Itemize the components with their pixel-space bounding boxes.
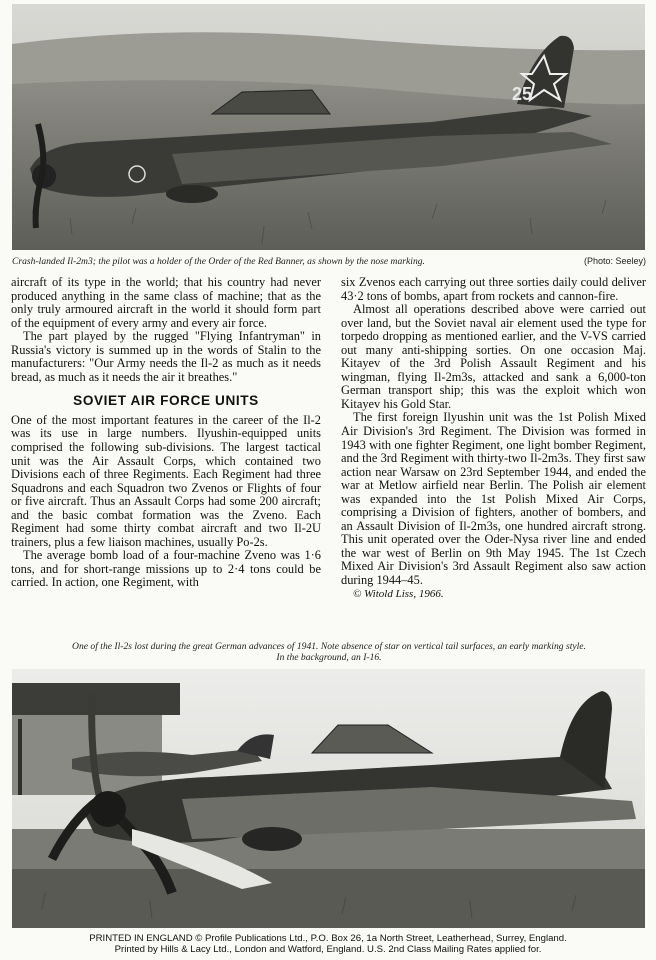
top-photo-caption: Crash-landed Il-2m3; the pilot was a holder of the Order of the Red Banner, as shown by the nose marking. (12, 256, 425, 267)
left-column (11, 276, 321, 590)
left-para-4: The average bomb load of a four-machine Zveno was 1·6 tons, and for short-range missions up to 2·4 tons could be carried. In action, one Regiment, with (11, 548, 321, 590)
section-heading: SOVIET AIR FORCE UNITS (73, 393, 259, 409)
right-para-1: six Zvenos each carrying out three sorties daily could deliver 43·2 tons of bombs, apart from rockets and cannon-fire. (341, 275, 646, 303)
bottom-photo (12, 669, 645, 928)
top-photo-credit: (Photo: Seeley) (583, 256, 646, 266)
right-para-3: The first foreign Ilyushin unit was the 1st Polish Mixed Air Division's 3rd Regiment. The Division was formed in 1943 with one fighter Regiment, one light bomber Regiment, and the 3rd Regiment with thirty-two Il-2m3s. They first saw action near Warsaw on 23rd September 1944, and ended the war at Metlow airfield near Berlin. The Polish air element was expanded into the 1st Polish Mixed Air Corps, comprising a Division of fighters, another of bombers, and an Assault Division of Il-2m3s, one hundred aircraft strong. This unit operated over the Oder-Nysa river line and ended the war west of Berlin on 9th May 1945. The 1st Czech Mixed Air Division's 3rd Assault Regiment also saw action during 1944–45. (341, 410, 646, 588)
footer-line-2: Printed by Hills & Lacy Ltd., London and Watford, England. U.S. 2nd Class Mailing Rates applied for. (114, 944, 542, 956)
right-column (341, 276, 646, 601)
top-photo (12, 4, 645, 250)
bottom-photo-caption: One of the Il-2s lost during the great German advances of 1941. Note absence of star on vertical tail surfaces, an early marking style. In the background, an I-16. (72, 641, 586, 663)
left-para-3: One of the most important features in the career of the Il-2 was its use in large numbers. Ilyushin-equipped units comprised the following sub-divisions. The largest tactical unit was the Air Assault Corps, which contained two Divisions each of three Regiments. Each Regiment had three Squadrons and each Squadron two Zvenos or Flights of four or five aircraft. Thus an Assault Corps had some 200 aircraft; and the basic combat formation was the Zveno. Each Regiment had some thirty combat aircraft and two Il-2U trainers, plus a few liaison machines, usually Po-2s. (11, 412, 321, 549)
right-para-2: Almost all operations described above were carried out over land, but the Soviet naval air element used the type for torpedo dropping as mentioned earlier, and the V-VS carried out many anti-shipping sorties. On one occasion Maj. Kitayev of the 3rd Polish Assault Regiment and his wingman, flying Il-2m3s, attacked and sank a 6,000-ton German transport ship; this was the exploit which won Kitayev his Gold Star. (341, 302, 646, 411)
left-para-1: aircraft of its type in the world; that his country had never produced anything in the same class of machine; that as the only truly armoured aircraft in the world it should form part of the equipment of every army and every air force. (11, 275, 321, 330)
copyright-note: © Witold Liss, 1966. (353, 587, 444, 600)
tail-number: 25 (512, 84, 533, 104)
page-footer (0, 933, 656, 956)
footer-line-1: PRINTED IN ENGLAND © Profile Publications Ltd., P.O. Box 26, 1a North Street, Leatherhead, Surrey, England. (89, 933, 567, 944)
left-para-2: The part played by the rugged "Flying Infantryman" in Russia's victory is summed up in the words of Stalin to the manufacturers: "Our Army needs the Il-2 as much as it needs bread, as much as it needs the air it breathes." (11, 329, 321, 384)
